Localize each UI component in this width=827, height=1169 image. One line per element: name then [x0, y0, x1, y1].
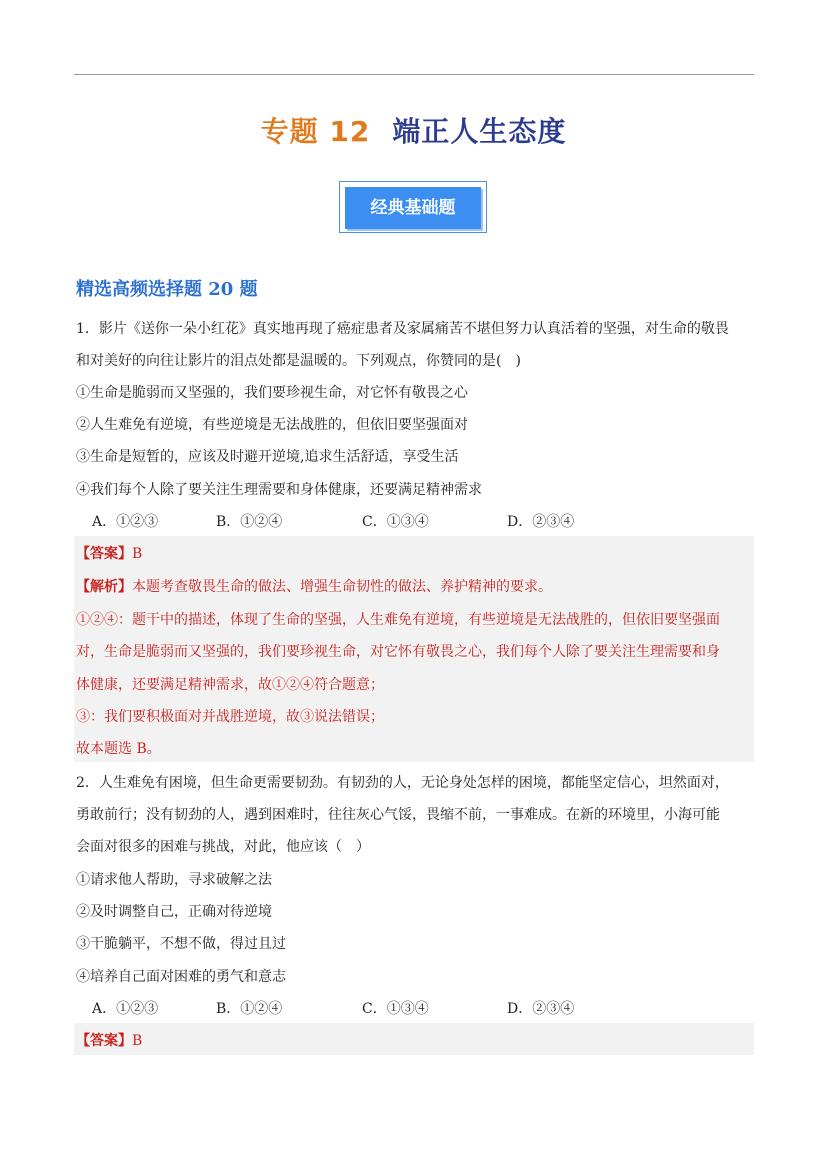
category-badge: [339, 181, 487, 233]
q1-answer-label: 【答案】: [76, 546, 132, 562]
q1-stem-line2: 和对美好的向往让影片的泪点处都是温暖的。下列观点，你赞同的是( ): [76, 353, 521, 369]
q2-option-b[interactable]: B．①②④: [216, 1001, 283, 1017]
q1-conclusion: 故本题选 B。: [76, 741, 161, 757]
q2-answer-label: 【答案】: [76, 1033, 132, 1049]
q1-analysis-line: [76, 576, 552, 596]
q1-option-c[interactable]: C．①③④: [362, 514, 429, 530]
q1-explanation-4: ③：我们要积极面对并战胜逆境，故③说法错误；: [76, 709, 384, 725]
q2-option-a[interactable]: A．①②③: [92, 1001, 159, 1017]
q1-statement-1: ①生命是脆弱而又坚强的，我们要珍视生命，对它怀有敬畏之心: [76, 385, 468, 401]
title-topic-name: 端正人生态度: [392, 115, 567, 148]
q2-statement-4: ④培养自己面对困难的勇气和意志: [76, 969, 286, 985]
badge-label: 经典基础题: [345, 187, 481, 229]
q1-explanation-1: ①②④：题干中的描述，体现了生命的坚强，人生难免有逆境，有些逆境是无法战胜的，但依旧要坚强面: [76, 612, 720, 628]
q1-statement-3: ③生命是短暂的，应该及时避开逆境,追求生活舒适，享受生活: [76, 449, 459, 465]
q1-option-b[interactable]: B．①②④: [216, 514, 283, 530]
q1-statement-2: ②人生难免有逆境，有些逆境是无法战胜的，但依旧要坚强面对: [76, 417, 468, 433]
q1-options: [92, 511, 574, 531]
q1-option-a[interactable]: A．①②③: [92, 514, 159, 530]
q1-statement-4: ④我们每个人除了要关注生理需要和身体健康，还要满足精神需求: [76, 482, 482, 498]
q1-analysis-label: 【解析】: [76, 579, 132, 595]
q1-explanation-3: 体健康，还要满足精神需求，故①②④符合题意；: [76, 677, 384, 693]
q2-option-d[interactable]: D．②③④: [507, 1001, 575, 1017]
q2-answer-value: B: [132, 1033, 143, 1049]
q1-answer-value: B: [132, 546, 143, 562]
q1-stem-line1: 1．影片《送你一朵小红花》真实地再现了癌症患者及家属痛苦不堪但努力认真活着的坚强，对生命的敬畏: [76, 321, 729, 337]
q2-stem-line2: 勇敢前行；没有韧劲的人，遇到困难时，往往灰心气馁，畏缩不前，一事难成。在新的环境里，小海可能: [76, 807, 720, 823]
q2-stem-line3: 会面对很多的困难与挑战，对此，他应该（ ）: [76, 839, 370, 855]
q2-statement-2: ②及时调整自己，正确对待逆境: [76, 904, 272, 920]
q1-explanation-2: 对，生命是脆弱而又坚强的，我们要珍视生命，对它怀有敬畏之心，我们每个人除了要关注生理需要和身: [76, 644, 720, 660]
q1-analysis-text: 本题考查敬畏生命的做法、增强生命韧性的做法、养护精神的要求。: [132, 579, 552, 595]
q2-answer-box: [74, 1023, 754, 1055]
q1-option-d[interactable]: D．②③④: [507, 514, 575, 530]
q2-option-c[interactable]: C．①③④: [362, 1001, 429, 1017]
q2-statement-3: ③干脆躺平，不想不做，得过且过: [76, 936, 286, 952]
section-title: 精选高频选择题 20 题: [76, 279, 258, 300]
q2-stem-line1: 2．人生难免有困境，但生命更需要韧劲。有韧劲的人，无论身处怎样的困境，都能坚定信心，坦然面对，: [76, 775, 729, 791]
header-rule: [74, 74, 754, 75]
q2-answer-line: [76, 1030, 142, 1050]
q2-statement-1: ①请求他人帮助，寻求破解之法: [76, 872, 272, 888]
page-title: [0, 110, 827, 150]
q1-answer-line: [76, 543, 142, 563]
title-topic-number: 专题 12: [260, 115, 371, 148]
q2-options: [92, 998, 574, 1018]
